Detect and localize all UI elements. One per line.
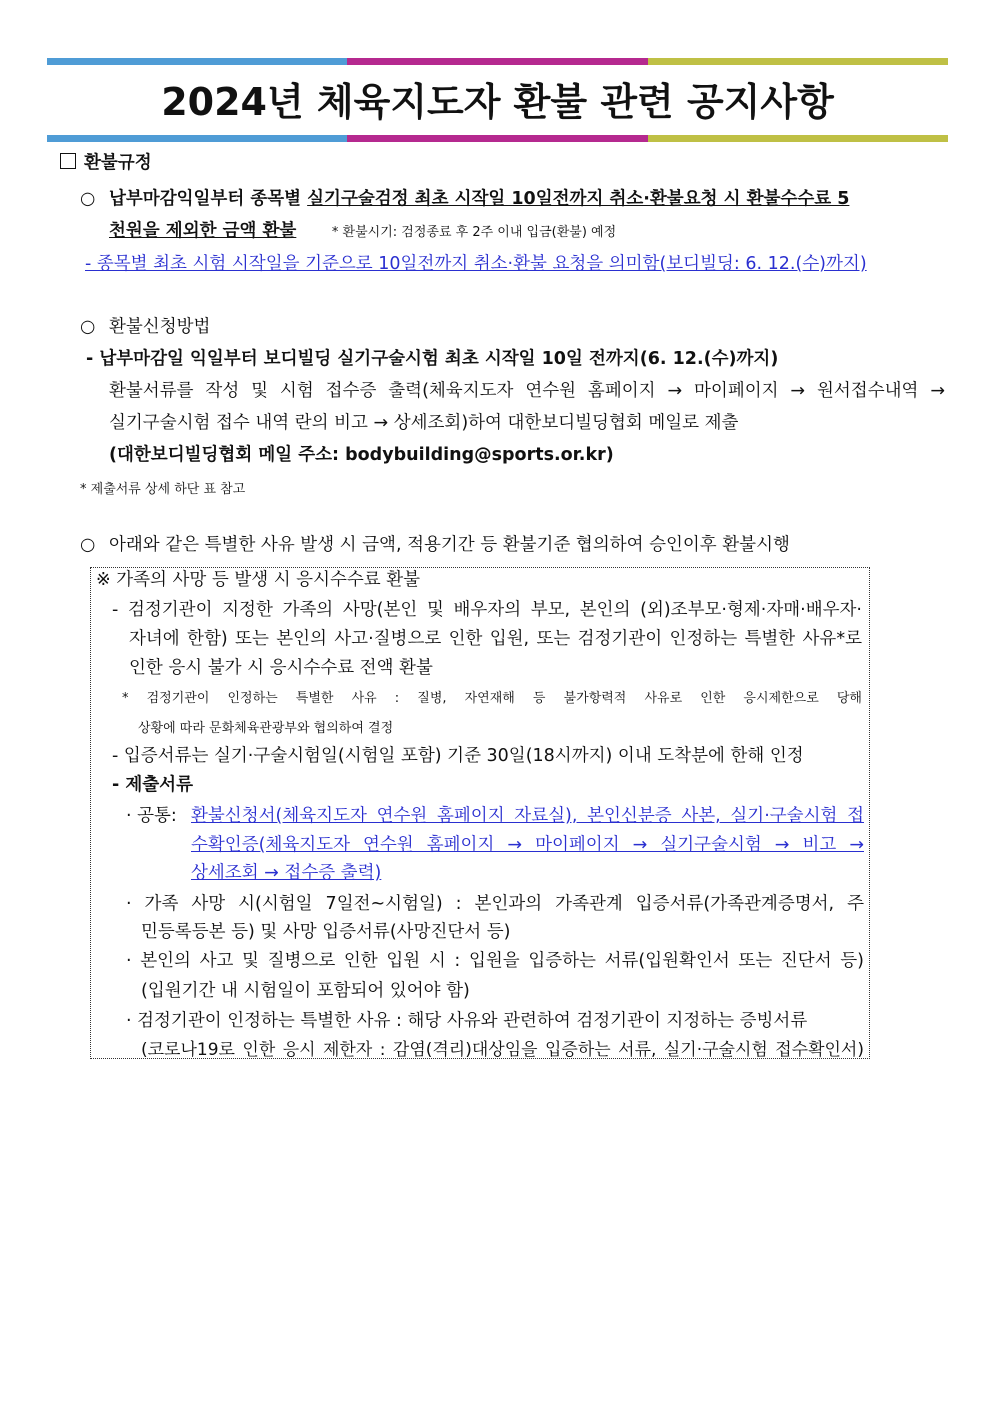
rule-text: 납부마감익일부터 종목별 (109, 189, 302, 209)
bullet: ○ (80, 189, 96, 209)
special-cases-heading: 아래와 같은 특별한 사유 발생 시 금액, 적용기간 등 환불기준 협의하여 승인이후 환불시행 (109, 535, 790, 555)
box-line: 인한 응시 불가 시 응시수수료 전액 환불 (129, 658, 433, 678)
box-note-line: 상황에 따라 문화체육관광부와 협의하여 결정 (138, 721, 394, 736)
submission-documents-heading: - 제출서류 (112, 775, 193, 795)
documents-note: * 제출서류 상세 하단 표 참고 (80, 482, 246, 497)
box-line: - 검정기관이 지정한 가족의 사망(본인 및 배우자의 부모, 본인의 (외)조부모·형제·자매·배우자· (112, 600, 862, 620)
section-refund-method: 환불신청방법 (109, 317, 211, 337)
association-email: (대한보디빌딩협회 메일 주소: bodybuilding@sports.or.kr) (109, 445, 614, 465)
section-refund-rules (60, 150, 152, 176)
checkbox-square-icon (60, 153, 76, 169)
method-line1: - 납부마감일 익일부터 보디빌딩 실기구술시험 최초 시작일 10일 전까지(6. 12.(수)까지) (86, 349, 779, 369)
common-documents-link[interactable]: 상세조회 → 접수증 출력) (191, 863, 382, 883)
box-line: ※ 가족의 사망 등 발생 시 응시수수료 환불 (96, 570, 421, 590)
box-line: · 검정기관이 인정하는 특별한 사유 : 해당 사유와 관련하여 검정기관이 지정하는 증빙서류 (126, 1011, 808, 1031)
rule-text-underlined: 실기구술검정 최초 시작일 10일전까지 취소·환불요청 시 환불수수료 5 (307, 189, 850, 209)
bottom-color-bar (47, 135, 948, 142)
page-title: 2024년 체육지도자 환불 관련 공지사항 (161, 80, 834, 124)
refund-timing-note: * 환불시기: 검정종료 후 2주 이내 입금(환불) 예정 (331, 225, 617, 240)
box-line: 자녀에 한함) 또는 본인의 사고·질병으로 인한 입원, 또는 검정기관이 인정하는 특별한 사유*로 (129, 629, 862, 649)
common-documents-link[interactable]: 수확인증(체육지도자 연수원 홈페이지 → 마이페이지 → 실기구술시험 → 비고 → (191, 835, 864, 855)
box-line: · 본인의 사고 및 질병으로 인한 입원 시 : 입원을 입증하는 서류(입원확인서 또는 진단서 등) (126, 951, 864, 971)
top-color-bar (47, 58, 948, 65)
bullet: ○ (80, 317, 96, 337)
box-line: · 가족 사망 시(시험일 7일전~시험일) : 본인과의 가족관계 입증서류(가족관계증명서, 주 (126, 894, 864, 914)
box-line: - 입증서류는 실기·구술시험일(시험일 포함) 기준 30일(18시까지) 이내 도착분에 한해 인정 (112, 746, 804, 766)
box-note-line: * 검정기관이 인정하는 특별한 사유 : 질병, 자연재해 등 불가항력적 사유로 인한 응시제한으로 당해 (122, 691, 862, 706)
common-documents-link[interactable]: 환불신청서(체육지도자 연수원 홈페이지 자료실), 본인신분증 사본, 실기·구술시험 접 (191, 806, 864, 826)
method-line3: 실기구술시험 접수 내역 란의 비고 → 상세조회)하여 대한보디빌딩협회 메일로 제출 (109, 413, 739, 433)
box-line: (코로나19로 인한 응시 제한자 : 감염(격리)대상임을 입증하는 서류, 실기·구술시험 접수확인서) (141, 1040, 864, 1060)
refund-clarify-link[interactable]: - 종목별 최초 시험 시작일을 기준으로 10일전까지 취소·환불 요청을 의미함(보디빌딩: 6. 12.(수)까지) (85, 254, 867, 274)
box-line: (입원기간 내 시험일이 포함되어 있어야 함) (141, 981, 470, 1001)
section-heading: 환불규정 (84, 153, 152, 173)
refund-rule-line2 (109, 218, 616, 246)
rule-text-underlined: 천원을 제외한 금액 환불 (109, 221, 297, 241)
refund-rule-line1 (109, 186, 945, 212)
method-line2: 환불서류를 작성 및 시험 접수증 출력(체육지도자 연수원 홈페이지 → 마이페이지 → 원서접수내역 → (109, 381, 945, 401)
bullet: ○ (80, 535, 96, 555)
common-label: · 공통: (126, 806, 177, 826)
box-line: 민등록등본 등) 및 사망 입증서류(사망진단서 등) (141, 922, 511, 942)
